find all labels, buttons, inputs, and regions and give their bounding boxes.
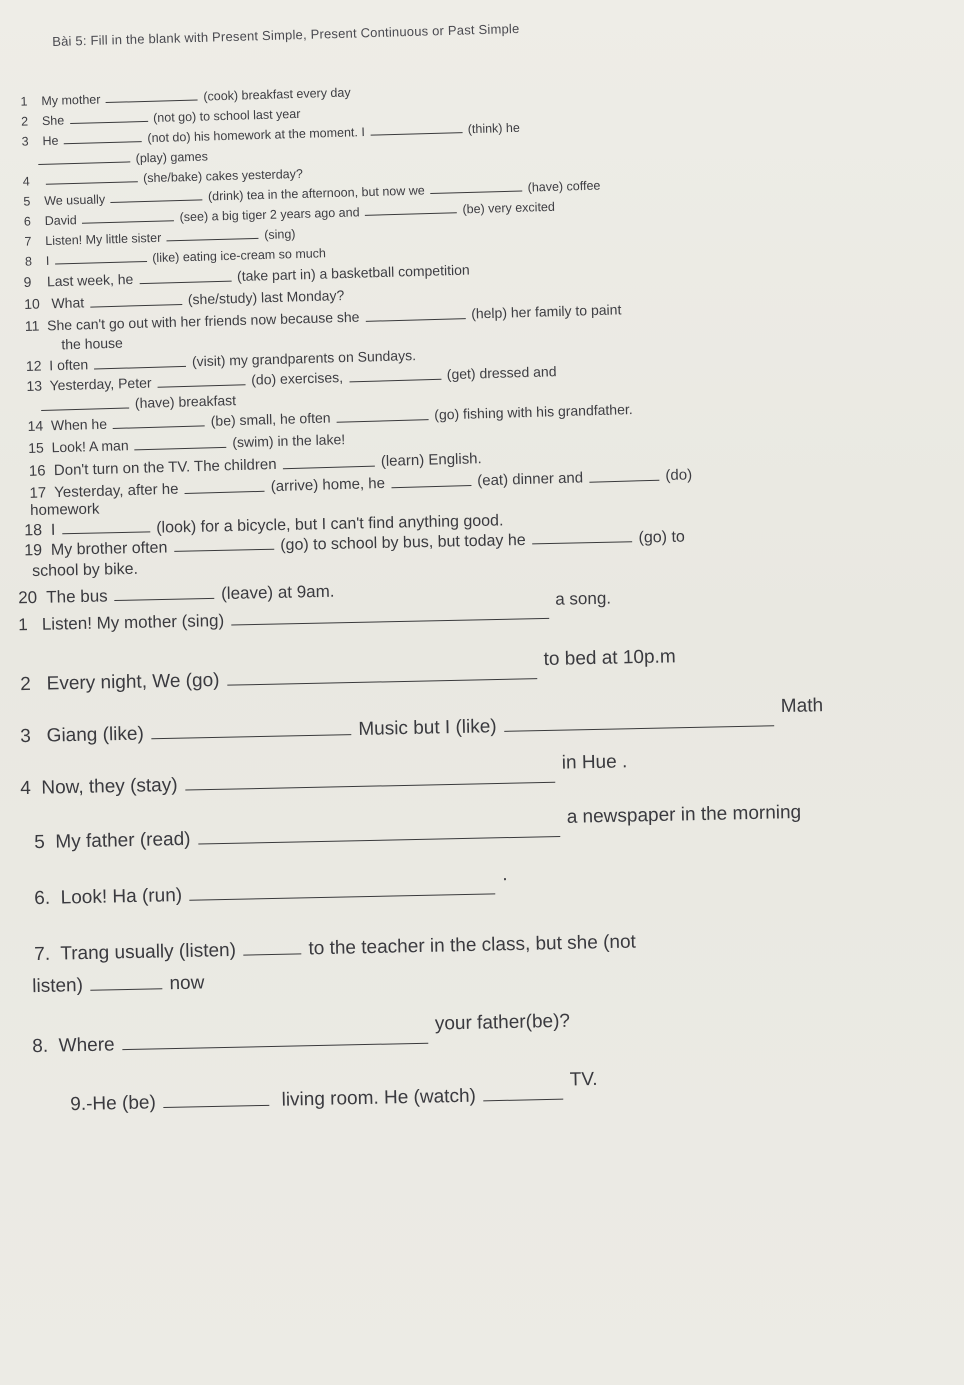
exercise-b-line-1: 1 Listen! My mother (sing) a song. bbox=[18, 588, 612, 635]
exercise-line-17-cont: homework bbox=[30, 500, 100, 519]
exercise-line-3-cont: (play) games bbox=[36, 148, 208, 168]
exercise-b-line-7: 7. Trang usually (listen) to the teacher in the class, but she (not bbox=[34, 931, 637, 966]
exercise-line-10: 10 What (she/study) last Monday? bbox=[23, 287, 345, 313]
exercise-line-5: 5 We usually (drink) tea in the afternoon, but now we (have) coffee bbox=[23, 178, 601, 209]
exercise-line-18: 18 I (look) for a bicycle, but I can't find anything good. bbox=[24, 512, 504, 540]
answer-blank[interactable] bbox=[243, 936, 301, 955]
exercise-line-20: 20 The bus (leave) at 9am. bbox=[18, 581, 335, 608]
answer-blank[interactable] bbox=[483, 1082, 563, 1102]
exercise-b-line-6: 6. Look! Ha (run) . bbox=[34, 864, 508, 910]
answer-blank[interactable] bbox=[151, 717, 351, 739]
answer-blank[interactable] bbox=[62, 517, 150, 534]
answer-blank[interactable] bbox=[504, 708, 774, 732]
exercise-line-13: 13 Yesterday, Peter (do) exercises, (get) dressed and bbox=[26, 363, 557, 394]
exercise-b-line-7-cont: listen) now bbox=[32, 972, 205, 998]
exercise-line-15: 15 Look! A man (swim) in the lake! bbox=[28, 431, 346, 456]
answer-blank[interactable] bbox=[185, 765, 555, 791]
answer-blank[interactable] bbox=[198, 819, 560, 845]
answer-blank[interactable] bbox=[114, 583, 214, 601]
answer-blank[interactable] bbox=[90, 971, 162, 991]
exercise-line-7: 7 Listen! My little sister (sing) bbox=[24, 227, 296, 249]
exercise-b-line-4: 4 Now, they (stay) in Hue . bbox=[20, 751, 628, 800]
exercise-title: Bài 5: Fill in the blank with Present Simple, Present Continuous or Past Simple bbox=[52, 20, 520, 49]
answer-blank[interactable] bbox=[163, 1088, 269, 1108]
exercise-line-6: 6 David (see) a big tiger 2 years ago and (be) very excited bbox=[23, 199, 556, 229]
exercise-line-17: 17 Yesterday, after he (arrive) home, he (eat) dinner and (do) bbox=[29, 466, 693, 502]
answer-blank[interactable] bbox=[174, 535, 274, 552]
answer-blank[interactable] bbox=[122, 1026, 428, 1050]
exercise-b-line-3: 3 Giang (like) Music but I (like) Math bbox=[20, 695, 824, 748]
answer-blank[interactable] bbox=[226, 661, 536, 686]
exercise-line-1: 1 My mother (cook) breakfast every day bbox=[20, 85, 351, 109]
exercise-line-2: 2 She (not go) to school last year bbox=[20, 106, 301, 129]
exercise-line-9: 9 Last week, he (take part in) a basketball competition bbox=[23, 261, 470, 291]
exercise-line-13-cont: (have) breakfast bbox=[39, 392, 236, 414]
exercise-line-4: 4 (she/bake) cakes yesterday? bbox=[22, 166, 304, 189]
exercise-line-12: 12 I often (visit) my grandparents on Sundays. bbox=[25, 347, 417, 374]
answer-blank[interactable] bbox=[532, 527, 632, 544]
exercise-line-19-cont: school by bike. bbox=[32, 560, 139, 580]
exercise-line-11: 11 She can't go out with her friends now because she (help) her family to paint bbox=[24, 301, 622, 334]
exercise-line-16: 16 Don't turn on the TV. The children (learn) English. bbox=[28, 450, 482, 480]
exercise-line-19: 19 My brother often (go) to school by bus, but today he (go) to bbox=[24, 528, 685, 560]
exercise-line-3: 3 He (not do) his homework at the moment. I (think) he bbox=[21, 120, 521, 149]
exercise-b-line-5: 5 My father (read) a newspaper in the morning bbox=[34, 802, 802, 854]
answer-blank[interactable] bbox=[231, 603, 549, 626]
exercise-line-11-cont: the house bbox=[61, 334, 124, 353]
exercise-line-8: 8 I (like) eating ice-cream so much bbox=[24, 246, 327, 269]
exercise-b-line-2: 2 Every night, We (go) to bed at 10p.m bbox=[20, 646, 676, 696]
exercise-line-14: 14 When he (be) small, he often (go) fishing with his grandfather. bbox=[27, 401, 633, 434]
exercise-b-line-8: 8. Where your father(be)? bbox=[32, 1010, 571, 1058]
exercise-b-line-9: 9.-He (be) living room. He (watch) TV. bbox=[70, 1069, 598, 1116]
answer-blank[interactable] bbox=[189, 876, 495, 900]
